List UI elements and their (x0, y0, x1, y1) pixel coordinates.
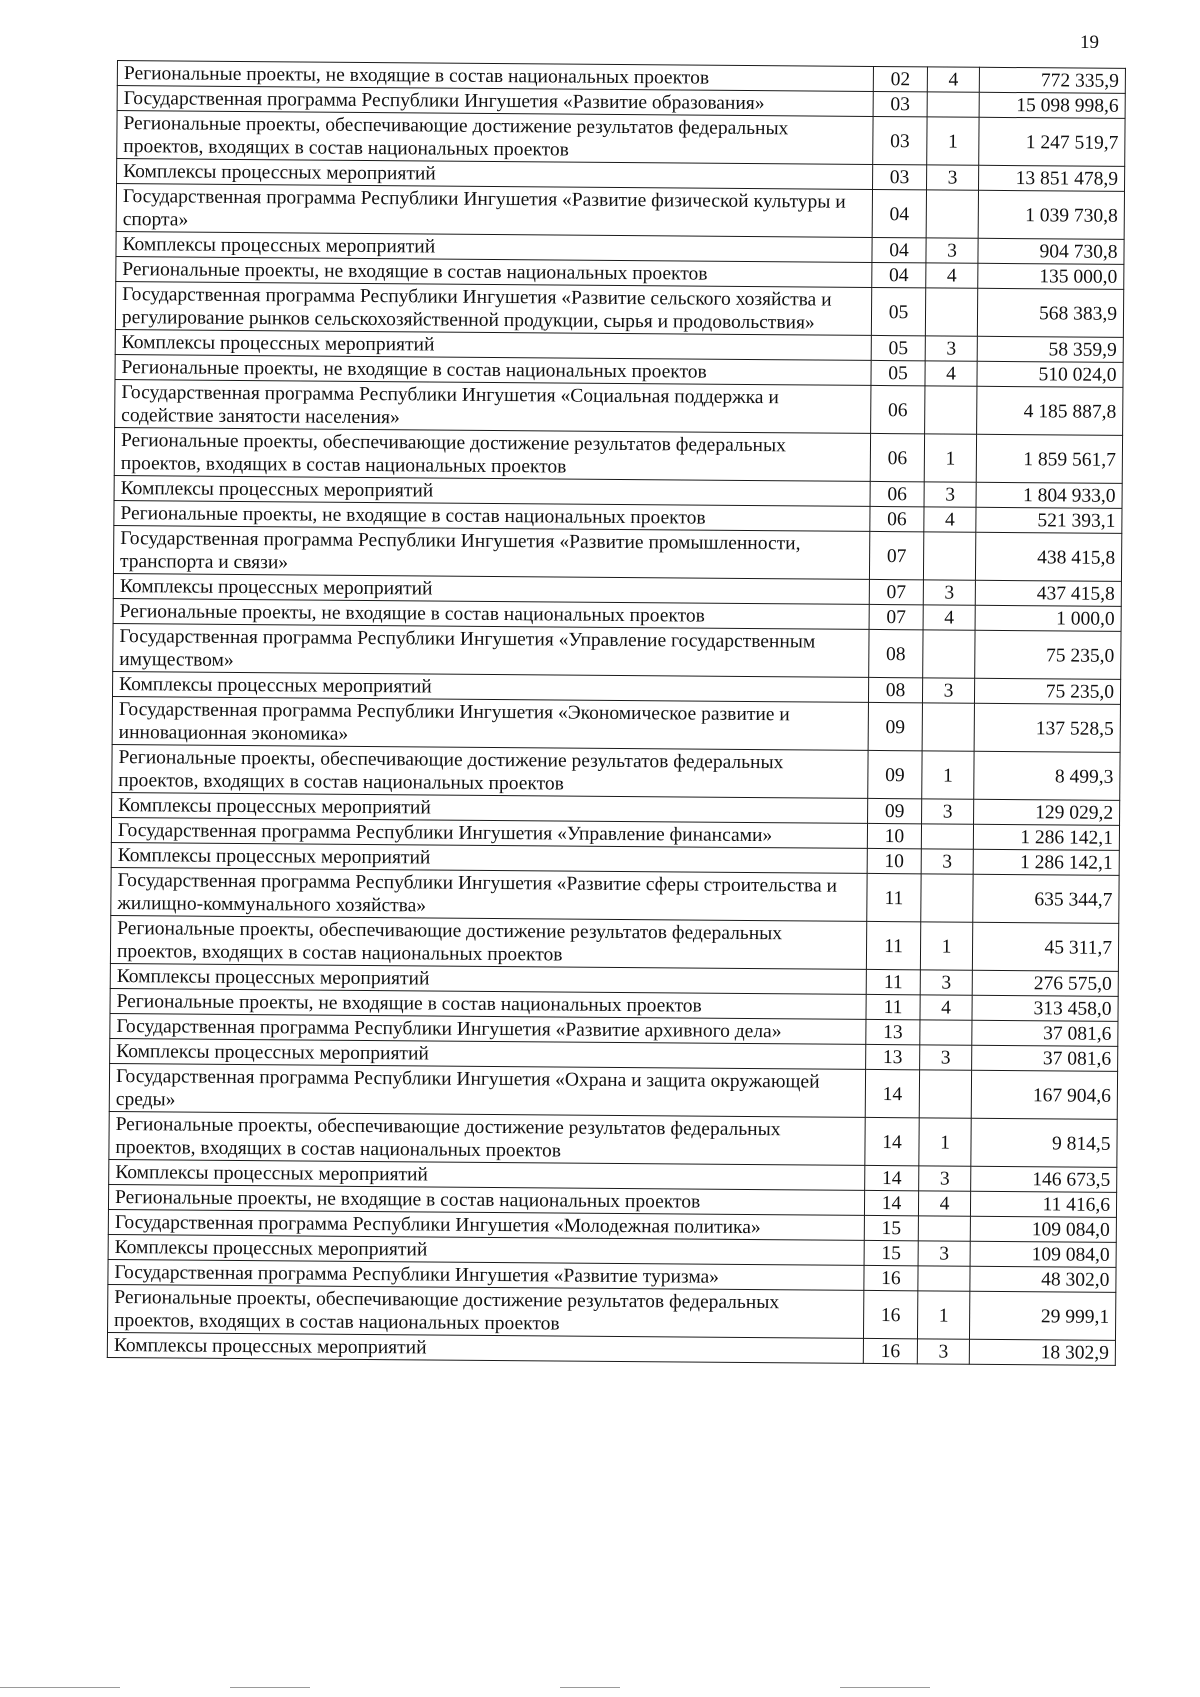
row-name-cell: Государственная программа Республики Ингушетия «Молодежная политика» (108, 1209, 864, 1240)
row-subcode-cell: 4 (926, 263, 978, 288)
row-subcode-cell (918, 1216, 970, 1241)
row-code-cell: 04 (872, 189, 926, 237)
row-amount-cell: 48 302,0 (970, 1266, 1116, 1292)
row-amount-cell: 521 393,1 (976, 507, 1122, 533)
row-amount-cell: 510 024,0 (977, 361, 1123, 387)
row-name-cell: Государственная программа Республики Ингушетия «Управление финансами» (111, 817, 867, 848)
row-subcode-cell: 3 (925, 336, 977, 361)
row-name-cell: Государственная программа Республики Ингушетия «Развитие промышленности, транспорта и связи» (113, 525, 869, 579)
row-code-cell: 11 (867, 873, 921, 921)
row-code-cell: 08 (868, 677, 922, 702)
row-name-cell: Комплексы процессных мероприятий (114, 475, 870, 506)
row-amount-cell: 1 804 933,0 (976, 482, 1122, 508)
scan-artifact (0, 1687, 120, 1688)
row-amount-cell: 45 311,7 (972, 922, 1118, 971)
row-code-cell: 15 (864, 1240, 918, 1265)
row-amount-cell: 8 499,3 (974, 751, 1120, 800)
row-name-cell: Комплексы процессных мероприятий (107, 1332, 863, 1363)
row-code-cell: 06 (870, 481, 924, 506)
row-amount-cell: 1 039 730,8 (978, 190, 1124, 239)
row-name-cell: Государственная программа Республики Ингушетия «Управление государственным имуществом» (113, 623, 869, 677)
row-code-cell: 02 (873, 66, 927, 91)
row-name-cell: Государственная программа Республики Ингушетия «Охрана и защита окружающей среды» (109, 1063, 865, 1117)
row-subcode-cell: 4 (927, 67, 979, 92)
row-name-cell: Региональные проекты, обеспечивающие достижение результатов федеральных проектов, входящих в состав национальных проектов (108, 1284, 864, 1338)
row-subcode-cell: 4 (925, 361, 977, 386)
row-code-cell: 14 (865, 1117, 919, 1165)
row-name-cell: Региональные проекты, не входящие в состав национальных проектов (110, 988, 866, 1019)
row-amount-cell: 1 286 142,1 (973, 849, 1119, 875)
row-code-cell: 07 (869, 604, 923, 629)
row-code-cell: 07 (869, 531, 923, 579)
row-amount-cell: 11 416,6 (970, 1191, 1116, 1217)
row-name-cell: Комплексы процессных мероприятий (109, 1159, 865, 1190)
row-amount-cell: 146 673,5 (971, 1166, 1117, 1192)
table-row (113, 623, 1121, 679)
row-name-cell: Комплексы процессных мероприятий (116, 231, 872, 262)
row-subcode-cell (925, 386, 977, 434)
budget-table-container (107, 60, 1125, 1366)
row-name-cell: Комплексы процессных мероприятий (110, 963, 866, 994)
row-name-cell: Государственная программа Республики Ингушетия «Экономическое развитие и инновационная экономика» (112, 696, 868, 750)
row-amount-cell: 276 575,0 (972, 970, 1118, 996)
row-subcode-cell: 1 (924, 434, 976, 482)
row-subcode-cell (923, 630, 975, 678)
row-name-cell: Региональные проекты, не входящие в состав национальных проектов (115, 354, 871, 385)
row-subcode-cell (920, 1020, 972, 1045)
row-subcode-cell: 4 (923, 605, 975, 630)
row-name-cell: Комплексы процессных мероприятий (117, 159, 873, 190)
row-amount-cell: 29 999,1 (969, 1291, 1115, 1340)
row-code-cell: 03 (873, 91, 927, 116)
row-amount-cell: 109 084,0 (970, 1241, 1116, 1267)
table-row (113, 525, 1121, 581)
row-amount-cell: 635 344,7 (973, 874, 1119, 923)
row-code-cell: 14 (864, 1190, 918, 1215)
row-amount-cell: 9 814,5 (971, 1118, 1117, 1167)
table-row (115, 379, 1123, 435)
row-name-cell: Комплексы процессных мероприятий (115, 329, 871, 360)
row-code-cell: 13 (866, 1044, 920, 1069)
row-subcode-cell: 4 (918, 1191, 970, 1216)
row-amount-cell: 167 904,6 (971, 1070, 1117, 1119)
row-code-cell: 04 (872, 237, 926, 262)
row-amount-cell: 438 415,8 (975, 532, 1121, 581)
row-name-cell: Государственная программа Республики Ингушетия «Социальная поддержка и содействие занятости населения» (115, 379, 871, 433)
table-row (115, 281, 1123, 337)
row-code-cell: 09 (868, 702, 922, 750)
row-name-cell: Региональные проекты, не входящие в состав национальных проектов (114, 500, 870, 531)
row-code-cell: 06 (871, 385, 925, 433)
table-row (116, 184, 1124, 240)
row-name-cell: Государственная программа Республики Ингушетия «Развитие образования» (117, 86, 873, 117)
scan-artifact (230, 1687, 310, 1688)
row-code-cell: 09 (868, 750, 922, 798)
row-subcode-cell: 3 (921, 849, 973, 874)
row-amount-cell: 313 458,0 (972, 995, 1118, 1021)
row-amount-cell: 58 359,9 (977, 336, 1123, 362)
row-code-cell: 05 (871, 360, 925, 385)
row-code-cell: 03 (873, 164, 927, 189)
row-code-cell: 16 (864, 1265, 918, 1290)
row-name-cell: Региональные проекты, не входящие в состав национальных проектов (108, 1184, 864, 1215)
row-subcode-cell: 3 (927, 165, 979, 190)
row-amount-cell: 1 286 142,1 (973, 824, 1119, 850)
row-amount-cell: 15 098 998,6 (979, 92, 1125, 118)
row-name-cell: Комплексы процессных мероприятий (111, 842, 867, 873)
row-name-cell: Комплексы процессных мероприятий (110, 1038, 866, 1069)
row-name-cell: Государственная программа Республики Ингушетия «Развитие сферы строительства и жилищно-коммунального хозяйства» (111, 867, 867, 921)
row-code-cell: 11 (866, 969, 920, 994)
table-row (109, 1063, 1117, 1119)
row-subcode-cell (922, 703, 974, 751)
row-amount-cell: 75 235,0 (974, 678, 1120, 704)
row-name-cell: Региональные проекты, обеспечивающие достижение результатов федеральных проектов, входящих в состав национальных проектов (109, 1111, 865, 1165)
row-code-cell: 10 (867, 823, 921, 848)
row-subcode-cell: 3 (922, 678, 974, 703)
row-amount-cell: 109 084,0 (970, 1216, 1116, 1242)
row-amount-cell: 13 851 478,9 (979, 165, 1125, 191)
row-subcode-cell (919, 1070, 971, 1118)
table-row (114, 427, 1122, 483)
row-code-cell: 09 (868, 798, 922, 823)
row-amount-cell: 37 081,6 (972, 1045, 1118, 1071)
row-code-cell: 14 (865, 1069, 919, 1117)
row-amount-cell: 1 859 561,7 (976, 434, 1122, 483)
row-name-cell: Государственная программа Республики Ингушетия «Развитие архивного дела» (110, 1013, 866, 1044)
row-subcode-cell: 3 (919, 1166, 971, 1191)
row-subcode-cell (926, 190, 978, 238)
row-subcode-cell (923, 532, 975, 580)
row-name-cell: Региональные проекты, обеспечивающие достижение результатов федеральных проектов, входящих в состав национальных проектов (110, 915, 866, 969)
row-subcode-cell: 3 (918, 1241, 970, 1266)
table-row (111, 867, 1119, 923)
row-subcode-cell: 3 (922, 799, 974, 824)
row-amount-cell: 772 335,9 (979, 67, 1125, 93)
budget-table-body (107, 61, 1125, 1366)
row-name-cell: Государственная программа Республики Ингушетия «Развитие физической культуры и спорта» (116, 184, 872, 238)
row-amount-cell: 1 000,0 (975, 605, 1121, 631)
row-subcode-cell: 3 (924, 482, 976, 507)
row-name-cell: Государственная программа Республики Ингушетия «Развитие туризма» (108, 1259, 864, 1290)
row-code-cell: 05 (871, 335, 925, 360)
row-code-cell: 10 (867, 848, 921, 873)
table-row (112, 696, 1120, 752)
row-name-cell: Комплексы процессных мероприятий (112, 792, 868, 823)
row-amount-cell: 75 235,0 (975, 630, 1121, 679)
row-code-cell: 08 (869, 629, 923, 677)
row-code-cell: 05 (871, 287, 925, 335)
table-row (108, 1284, 1116, 1340)
row-code-cell: 07 (869, 579, 923, 604)
row-code-cell: 14 (865, 1165, 919, 1190)
row-subcode-cell: 3 (923, 580, 975, 605)
row-code-cell: 11 (866, 921, 920, 969)
row-subcode-cell: 1 (917, 1291, 969, 1339)
table-row (109, 1111, 1117, 1167)
row-subcode-cell (921, 824, 973, 849)
row-subcode-cell: 4 (920, 995, 972, 1020)
row-amount-cell: 137 528,5 (974, 703, 1120, 752)
row-amount-cell: 4 185 887,8 (977, 386, 1123, 435)
row-subcode-cell: 1 (920, 922, 972, 970)
row-amount-cell: 437 415,8 (975, 580, 1121, 606)
row-code-cell: 13 (866, 1019, 920, 1044)
row-subcode-cell: 3 (920, 1045, 972, 1070)
row-subcode-cell: 1 (919, 1118, 971, 1166)
row-subcode-cell: 1 (927, 117, 979, 165)
table-row (110, 915, 1118, 971)
row-subcode-cell (921, 874, 973, 922)
row-code-cell: 16 (863, 1338, 917, 1363)
row-subcode-cell: 3 (926, 238, 978, 263)
row-name-cell: Региональные проекты, не входящие в состав национальных проектов (116, 256, 872, 287)
row-subcode-cell: 1 (922, 751, 974, 799)
row-subcode-cell (925, 288, 977, 336)
row-name-cell: Государственная программа Республики Ингушетия «Развитие сельского хозяйства и регулирование рынков сельскохозяйственной продукции, сырья и продовольствия» (115, 281, 871, 335)
row-code-cell: 06 (870, 506, 924, 531)
budget-table (107, 60, 1126, 1366)
row-amount-cell: 37 081,6 (972, 1020, 1118, 1046)
row-name-cell: Комплексы процессных мероприятий (113, 671, 869, 702)
row-code-cell: 04 (872, 262, 926, 287)
row-name-cell: Региональные проекты, не входящие в состав национальных проектов (117, 61, 873, 92)
row-amount-cell: 129 029,2 (974, 799, 1120, 825)
row-name-cell: Региональные проекты, не входящие в состав национальных проектов (113, 598, 869, 629)
table-row (112, 744, 1120, 800)
row-code-cell: 16 (863, 1290, 917, 1338)
row-subcode-cell: 3 (920, 970, 972, 995)
row-name-cell: Комплексы процессных мероприятий (108, 1234, 864, 1265)
row-amount-cell: 904 730,8 (978, 238, 1124, 264)
row-subcode-cell (927, 92, 979, 117)
row-code-cell: 11 (866, 994, 920, 1019)
row-amount-cell: 568 383,9 (977, 288, 1123, 337)
row-code-cell: 06 (870, 433, 924, 481)
row-amount-cell: 135 000,0 (978, 263, 1124, 289)
row-subcode-cell: 3 (917, 1339, 969, 1364)
row-amount-cell: 1 247 519,7 (979, 117, 1125, 166)
page-number: 19 (1080, 32, 1099, 53)
scan-artifact (560, 1687, 620, 1688)
row-code-cell: 15 (864, 1215, 918, 1240)
row-name-cell: Региональные проекты, обеспечивающие достижение результатов федеральных проектов, входящих в состав национальных проектов (114, 427, 870, 481)
row-name-cell: Региональные проекты, обеспечивающие достижение результатов федеральных проектов, входящих в состав национальных проектов (112, 744, 868, 798)
row-subcode-cell (918, 1266, 970, 1291)
row-name-cell: Региональные проекты, обеспечивающие достижение результатов федеральных проектов, входящих в состав национальных проектов (117, 111, 873, 165)
table-row (117, 111, 1125, 167)
row-name-cell: Комплексы процессных мероприятий (113, 573, 869, 604)
row-code-cell: 03 (873, 116, 927, 164)
scan-artifact (840, 1687, 930, 1688)
row-amount-cell: 18 302,9 (969, 1339, 1115, 1365)
row-subcode-cell: 4 (924, 507, 976, 532)
